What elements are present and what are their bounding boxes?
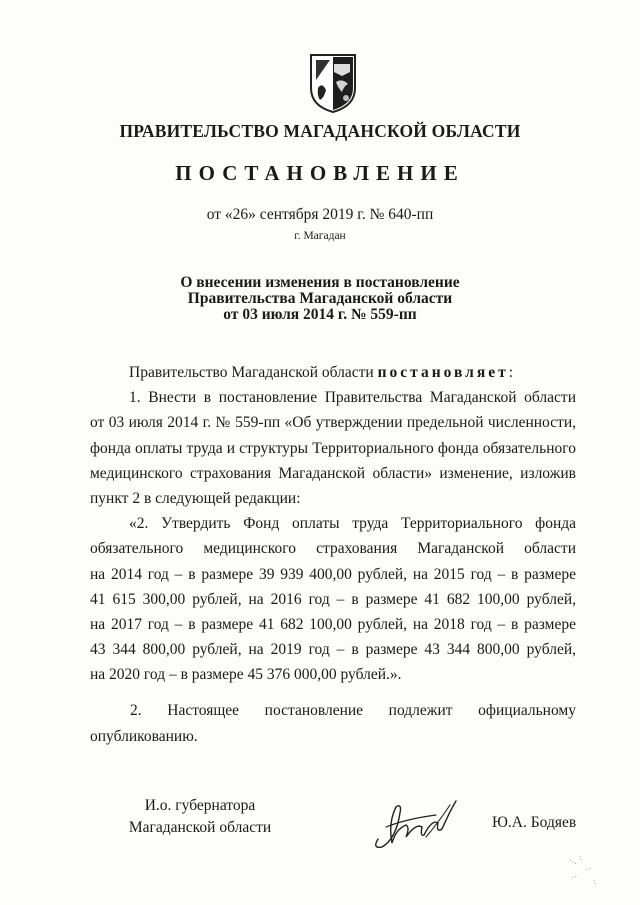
preamble-colon: : (508, 364, 514, 381)
document-subject (0, 275, 640, 323)
document-city: г. Магадан (294, 230, 346, 242)
government-title: ПРАВИТЕЛЬСТВО МАГАДАНСКОЙ ОБЛАСТИ (119, 121, 521, 141)
signatory-position-line: И.о. губернатора (144, 797, 256, 814)
paragraph-1-line: фонда оплаты труда и структуры Территориального фонда обязательного (90, 439, 576, 457)
preamble-verb: постановляет (377, 364, 509, 381)
paragraph-2-line: «2. Утвердить Фонд оплаты труда Территориального фонда (129, 515, 576, 533)
paragraph-1-line: пункт 2 в следующей редакции: (90, 489, 301, 507)
preamble (90, 360, 576, 385)
handwritten-signature-icon (366, 793, 466, 853)
preamble-text: Правительство Магаданской области (129, 364, 378, 381)
paragraph-2-line: на 2020 год – в размере 45 376 000,00 рублей.». (90, 666, 402, 684)
paragraph-2-line: 41 615 300,00 рублей, на 2016 год – в размере 41 682 100,00 рублей, (90, 590, 576, 608)
subject-line: от 03 июля 2014 г. № 559-пп (223, 306, 417, 323)
paragraph-1-line: от 03 июля 2014 г. № 559-пп «Об утверждении предельной численности, (90, 414, 576, 432)
document-body (90, 360, 576, 749)
paragraph-2-line: обязательного медицинского страхования Магаданской области (90, 540, 576, 558)
paragraph-1-line: 1. Внести в постановление Правительства Магаданской области (129, 389, 576, 407)
magadan-coat-of-arms-icon (308, 52, 358, 114)
paragraph-2-line: на 2017 год – в размере 41 682 100,00 рублей, на 2018 год – в размере (90, 615, 576, 633)
document-type: ПОСТАНОВЛЕНИЕ (175, 161, 465, 185)
signatory-position-line: Магаданской области (128, 819, 272, 836)
paragraph-1-line: медицинского страхования Магаданской области» изменение, изложив (90, 464, 576, 482)
scan-mark-icon (566, 850, 606, 890)
subject-line: О внесении изменения в постановление (180, 274, 460, 291)
signatory-position (100, 795, 300, 839)
signatory-name: Ю.А. Бодяев (492, 814, 577, 831)
paragraph-2-line: на 2014 год – в размере 39 939 400,00 рублей, на 2015 год – в размере (90, 565, 576, 583)
subject-line: Правительства Магаданской области (187, 290, 453, 307)
paragraph-3-line: опубликованию. (90, 727, 198, 745)
document-date-number: от «26» сентября 2019 г. № 640-пп (206, 206, 434, 223)
paragraph-2-line: 43 344 800,00 рублей, на 2019 год – в размере 43 344 800,00 рублей, (90, 641, 576, 659)
paragraph-3-line: 2. Настоящее постановление подлежит официальному (130, 702, 576, 720)
